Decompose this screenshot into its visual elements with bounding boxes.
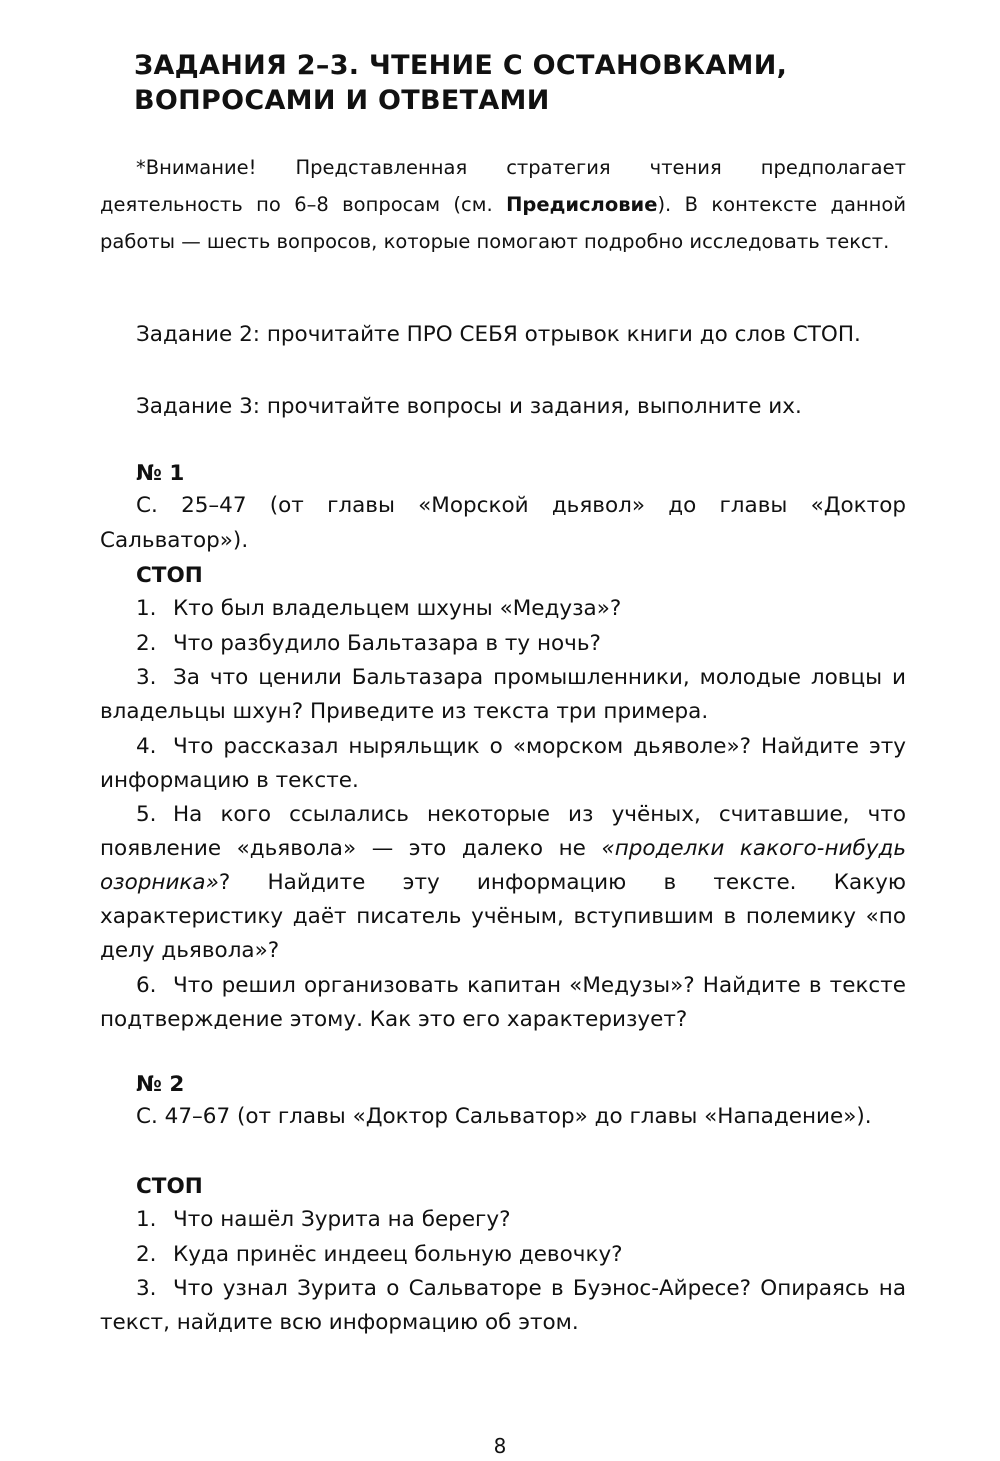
section-2-question (100, 1203, 906, 1237)
title-line-1: ЗАДАНИЯ 2–3. ЧТЕНИЕ С ОСТАНОВКАМИ, (134, 50, 788, 81)
section-1-question (100, 969, 906, 1037)
question-text: Что узнал Зурита о Сальваторе в Буэнос-Айресе? Опираясь на текст, найдите всю информацию об этом. (100, 1276, 906, 1335)
note-text-start: *Внимание! Представленная стратегия чтения предполагает деятельность по 6–8 вопросам (см. (100, 156, 906, 216)
question-number: 2. (136, 1241, 157, 1267)
section-1-question (100, 592, 906, 626)
question-number: 2. (136, 630, 157, 656)
question-number: 1. (136, 596, 157, 621)
task-2-instruction: Задание 2: прочитайте ПРО СЕБЯ отрывок книги до слов СТОП. (136, 322, 861, 347)
section-2-heading: № 2 (136, 1072, 185, 1097)
section-2-questions (100, 1203, 906, 1341)
question-number: 1. (136, 1207, 157, 1232)
section-1-question (100, 798, 906, 968)
section-2-stop: СТОП (136, 1174, 203, 1199)
attention-note (100, 149, 906, 260)
section-1-heading: № 1 (136, 461, 185, 486)
question-text: Что рассказал ныряльщик о «морском дьяволе»? Найдите эту информацию в тексте. (100, 733, 906, 793)
section-1-question (100, 627, 906, 661)
section-2-question (100, 1238, 906, 1272)
question-text: Куда принёс индеец больную девочку? (173, 1241, 623, 1267)
section-1-question (100, 661, 906, 729)
task-3-instruction: Задание 3: прочитайте вопросы и задания, выполните их. (136, 394, 802, 419)
question-italic-quote: «проделки какого-нибудь озорника» (100, 836, 906, 895)
page-number: 8 (493, 1434, 507, 1458)
question-text-start: На кого ссылались некоторые из учёных, считавшие, что появление «дьявола» — это далеко не (100, 802, 906, 861)
question-number: 3. (136, 1276, 157, 1301)
section-1-questions (100, 592, 906, 1037)
question-text: Что разбудило Бальтазара в ту ночь? (173, 630, 601, 656)
title-line-2: ВОПРОСАМИ И ОТВЕТАМИ (134, 85, 550, 116)
section-2-question (100, 1272, 906, 1340)
question-text: Что нашёл Зурита на берегу? (173, 1207, 511, 1232)
section-1-question (100, 730, 906, 798)
question-text: Что решил организовать капитан «Медузы»? Найдите в тексте подтверждение этому. Как это его характеризует? (100, 972, 906, 1032)
page-title (134, 48, 894, 118)
question-number: 3. (136, 665, 157, 690)
question-text-end: ? Найдите эту информацию в тексте. Какую характеристику даёт писатель учёным, вступившим в полемику «по делу дьявола»? (100, 870, 906, 963)
note-bold-reference: Предисловие (506, 193, 658, 216)
question-number: 4. (136, 733, 157, 759)
question-number: 5. (136, 802, 157, 827)
note-text-end: ). В контексте данной работы — шесть вопросов, которые помогают подробно исследовать текст. (100, 193, 906, 253)
section-2-range: С. 47–67 (от главы «Доктор Сальватор» до главы «Нападение»). (136, 1104, 872, 1129)
question-text: За что ценили Бальтазара промышленники, молодые ловцы и владельцы шхун? Приведите из текста три примера. (100, 665, 906, 724)
question-text: Кто был владельцем шхуны «Медуза»? (173, 596, 622, 621)
question-number: 6. (136, 972, 157, 998)
section-1-stop: СТОП (136, 563, 203, 588)
section-1-range: С. 25–47 (от главы «Морской дьявол» до главы «Доктор Сальватор»). (100, 493, 906, 553)
